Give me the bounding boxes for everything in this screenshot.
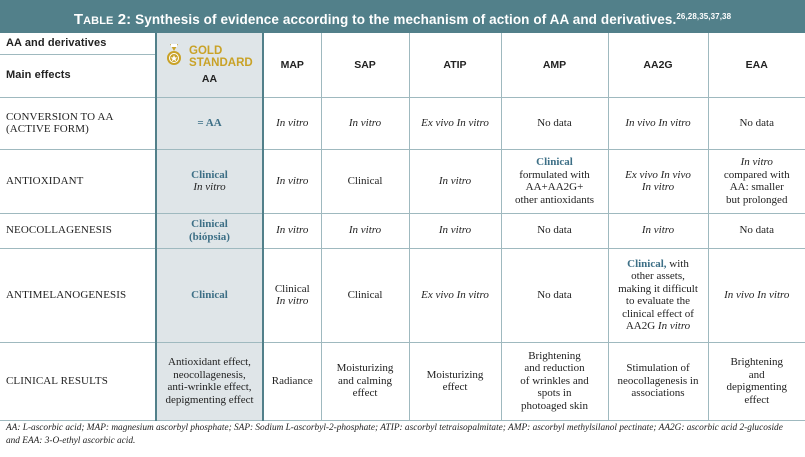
footnote-line1: AA: L-ascorbic acid; MAP: magnesium ascorbyl phosphate; SAP: Sodium L-ascorbyl-2-phosphate; ATIP: ascorbyl tetraisopalmitate; AMP: ascorbyl methylsilanol pectinate; AA2G: ascorbic acid 2-glucoside: [6, 423, 783, 433]
cell-map: In vitro: [263, 149, 321, 213]
cell-atip: Ex vivo In vitro: [409, 97, 501, 149]
column-header-aa2g: AA2G: [608, 33, 708, 97]
cell-eaa: In vivo In vitro: [708, 248, 805, 342]
cell-aa2g: Stimulation of neocollagenesis in associations: [608, 342, 708, 420]
table-row: [0, 342, 805, 420]
gold-standard-line1: GOLD: [189, 44, 223, 57]
cell-aa2g: Clinical, with other assets, making it difficult to evaluate the clinical effect of AA2G In vitro: [608, 248, 708, 342]
cell-amp: No data: [501, 213, 608, 248]
cell-sap: In vitro: [321, 213, 409, 248]
table-footnote: [6, 422, 801, 447]
column-header-map: MAP: [263, 33, 321, 97]
row-label: ANTIMELANOGENESIS: [0, 248, 156, 342]
cell-amp: Clinical formulated with AA+AA2G+ other antioxidants: [501, 149, 608, 213]
cell-eaa: Brightening and depigmenting effect: [708, 342, 805, 420]
cell-sap: Moisturizing and calming effect: [321, 342, 409, 420]
column-header-sap: SAP: [321, 33, 409, 97]
cell-aa: Clinical In vitro: [156, 149, 263, 213]
cell-eaa: In vitro compared with AA: smaller but prolonged: [708, 149, 805, 213]
cell-amp: No data: [501, 97, 608, 149]
cell-amp: No data: [501, 248, 608, 342]
table-row: [0, 149, 805, 213]
cell-aa2g: In vivo In vitro: [608, 97, 708, 149]
column-header-amp: AMP: [501, 33, 608, 97]
table-title-prefix: Table 2:: [73, 11, 132, 28]
table-title-refs: 26,28,35,37,38: [676, 12, 732, 21]
cell-aa2g: In vitro: [608, 213, 708, 248]
gold-standard-line2: STANDARD: [189, 56, 253, 69]
table-title: [0, 0, 805, 33]
cell-map: In vitro: [263, 213, 321, 248]
gold-medal-icon: [166, 44, 182, 70]
cell-aa: Clinical (biópsia): [156, 213, 263, 248]
gold-standard-label: AA: [201, 73, 218, 86]
column-header-atip: ATIP: [409, 33, 501, 97]
cell-atip: In vitro: [409, 149, 501, 213]
cell-map: Clinical In vitro: [263, 248, 321, 342]
cell-sap: Clinical: [321, 149, 409, 213]
cell-aa: Antioxidant effect, neocollagenesis, anti-wrinkle effect, depigmenting effect: [156, 342, 263, 420]
cell-map: Radiance: [263, 342, 321, 420]
effects-header: Main effects: [0, 54, 156, 97]
cell-aa: = AA: [156, 97, 263, 149]
table-row: [0, 213, 805, 248]
row-label-header: AA and derivatives: [0, 33, 156, 54]
cell-sap: In vitro: [321, 97, 409, 149]
cell-eaa: No data: [708, 97, 805, 149]
column-header-eaa: EAA: [708, 33, 805, 97]
table-title-text: Synthesis of evidence according to the mechanism of action of AA and derivatives.: [135, 12, 677, 27]
cell-eaa: No data: [708, 213, 805, 248]
table-row: [0, 248, 805, 342]
row-label: NEOCOLLAGENESIS: [0, 213, 156, 248]
row-label: CONVERSION TO AA (ACTIVE FORM): [0, 97, 156, 149]
row-label: ANTIOXIDANT: [0, 149, 156, 213]
gold-standard-text: [189, 45, 253, 69]
row-label: CLINICAL RESULTS: [0, 342, 156, 420]
cell-atip: Ex vivo In vitro: [409, 248, 501, 342]
cell-sap: Clinical: [321, 248, 409, 342]
cell-aa2g: Ex vivo In vivo In vitro: [608, 149, 708, 213]
cell-atip: Moisturizing effect: [409, 342, 501, 420]
footnote-line2: and EAA: 3-O-ethyl ascorbic acid.: [6, 435, 136, 446]
gold-standard-header: [156, 33, 263, 97]
cell-atip: In vitro: [409, 213, 501, 248]
cell-amp: Brightening and reduction of wrinkles and spots in photoaged skin: [501, 342, 608, 420]
cell-aa: Clinical: [156, 248, 263, 342]
evidence-table: [0, 33, 805, 421]
table-row: [0, 97, 805, 149]
cell-map: In vitro: [263, 97, 321, 149]
